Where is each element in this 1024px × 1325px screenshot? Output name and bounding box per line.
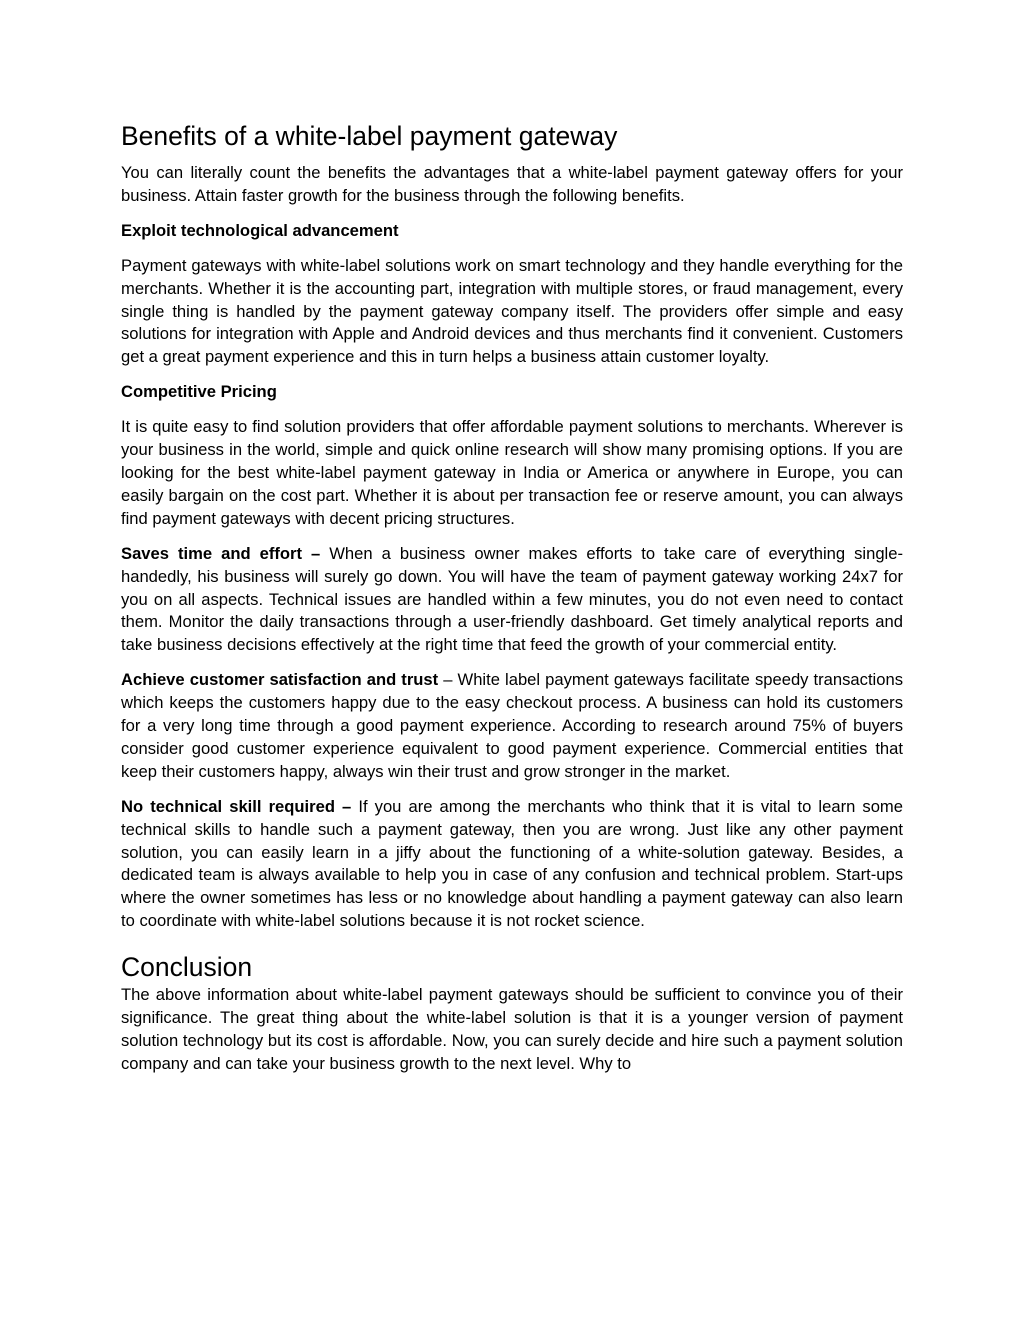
section-saves-time [121, 543, 903, 658]
section-heading-tech: Exploit technological advancement [121, 220, 399, 240]
conclusion-heading: Conclusion [121, 952, 253, 983]
document-title: Benefits of a white-label payment gateway [121, 121, 618, 151]
section-body-tech: Payment gateways with white-label solutions work on smart technology and they handle everything for the merchants. Whether it is the accounting part, integration with multiple stores, or fraud management, every single thing is handled by the payment gateway company itself. The providers offer simple and easy solutions for integration with Apple and Android devices and thus merchants find it convenient. Customers get a great payment experience and this in turn helps a business attain customer loyalty. [121, 255, 903, 367]
section-satisfaction [121, 669, 903, 784]
section-body-saves-time: When a business owner makes efforts to take care of everything single-handedly, his business will surely go down. You will have the team of payment gateway working 24x7 for you on all aspects. Technical issues are handled within a few minutes, you do not even need to contact them. Monitor the daily transactions through a user-friendly dashboard. Get timely analytical reports and take business decisions effectively at the right time that feed the growth of your commercial entity. [121, 543, 903, 655]
section-body-satisfaction: – White label payment gateways facilitate speedy transactions which keeps the customers happy due to the easy checkout process. A business can hold its customers for a very long time through a good payment experience. According to research around 75% of buyers consider good customer experience equivalent to good payment experience. Commercial entities that keep their customers happy, always win their trust and grow stronger in the market. [121, 670, 903, 781]
section-lead-saves-time: Saves time and effort – [121, 543, 321, 563]
section-body-pricing: It is quite easy to find solution providers that offer affordable payment solutions to merchants. Wherever is your business in the world, simple and quick online research will show many promising options. If you are looking for the best white-label payment gateway in India or America or anywhere in Europe, you can easily bargain on the cost part. Whether it is about per transaction fee or reserve amount, you can always find payment gateways with decent pricing structures. [121, 417, 903, 528]
document-page [121, 118, 903, 1088]
section-lead-no-skill: No technical skill required – [121, 796, 352, 816]
conclusion-body: The above information about white-label payment gateways should be sufficient to convince you of their significance. The great thing about the white-label solution is that it is a younger version of payment solution technology but its cost is affordable. Now, you can surely decide and hire such a payment solution company and can take your business growth to the next level. Why to [121, 985, 903, 1073]
section-body-no-skill: If you are among the merchants who think that it is vital to learn some technical skills to handle such a payment gateway, then you are wrong. Just like any other payment solution, you can easily learn in a jiffy about the functioning of a white-solution gateway. Besides, a dedicated team is always available to help you in case of any confusion and technical problem. Start-ups where the owner sometimes has less or no knowledge about handling a payment gateway can also learn to coordinate with white-label solutions because it is not rocket science. [121, 796, 903, 931]
section-heading-pricing: Competitive Pricing [121, 382, 277, 402]
section-lead-satisfaction: Achieve customer satisfaction and trust [121, 670, 439, 690]
intro-paragraph: You can literally count the benefits the advantages that a white-label payment gateway offers for your business. Attain faster growth for the business through the following benefits. [121, 163, 903, 205]
section-no-skill [121, 796, 903, 933]
